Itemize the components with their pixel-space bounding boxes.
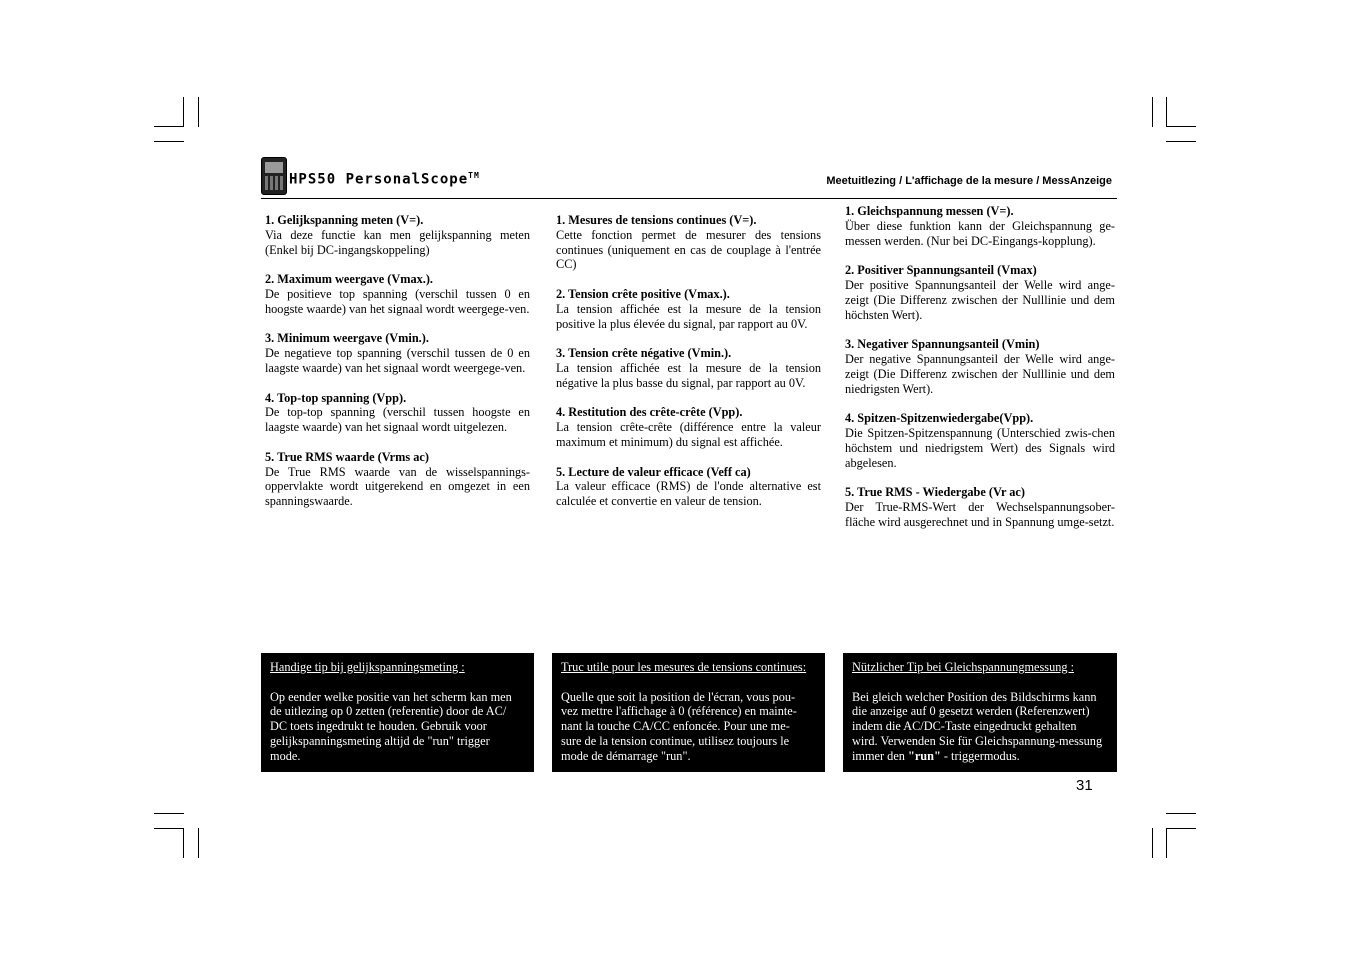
tip-line-text: immer den [852, 748, 909, 763]
measurement-item-title: 2. Positiver Spannungsanteil (Vmax) [845, 263, 1037, 278]
measurement-item [265, 391, 530, 435]
crop-mark [1166, 141, 1196, 142]
measurement-item [845, 204, 1115, 248]
header-rule [843, 198, 1117, 199]
crop-mark [1152, 828, 1153, 858]
tip-box-french [552, 653, 825, 772]
tip-line: die anzeige auf 0 gesetzt werden (Referenzwert) [852, 704, 1090, 719]
tip-line: wird. Verwenden Sie für Gleichspannung-messung [852, 733, 1103, 748]
page-number: 31 [1076, 777, 1093, 794]
tip-line [852, 749, 1108, 764]
measurement-item [556, 405, 821, 449]
measurement-item [265, 213, 530, 257]
measurement-item-title: 5. True RMS waarde (Vrms ac) [265, 449, 429, 464]
crop-mark [183, 828, 184, 858]
measurement-item-body: Der True-RMS-Wert der Wechselspannungsober-fläche wird ausgerechnet und in Spannung umge-setzt. [845, 499, 1115, 529]
measurement-item-body: Der positive Spannungsanteil der Welle wird ange-zeigt (Die Differenz zwischen der Nulllinie und dem höchsten Wert). [845, 277, 1115, 322]
measurement-item-body: La tension affichée est la mesure de la tension négative la plus basse du signal, par rapport au 0V. [556, 360, 821, 390]
crop-mark [1166, 126, 1196, 127]
measurement-item-body: La valeur efficace (RMS) de l'onde alternative est calculée et convertie en valeur de tension. [556, 479, 821, 509]
crop-mark [183, 97, 184, 127]
tip-box-german [843, 653, 1117, 772]
measurement-item-title: 5. True RMS - Wiedergabe (Vr ac) [845, 485, 1025, 500]
tip-line: Op eender welke positie van het scherm kan men [270, 689, 512, 704]
measurement-item-title: 5. Lecture de valeur efficace (Veff ca) [556, 464, 751, 479]
measurement-item [265, 331, 530, 375]
measurement-item-title: 1. Gelijkspanning meten (V=). [265, 213, 424, 227]
crop-mark [198, 97, 199, 127]
crop-mark [154, 813, 184, 814]
crop-mark [1166, 828, 1196, 829]
column-dutch [265, 213, 530, 524]
measurement-item-body: Die Spitzen-Spitzenspannung (Unterschied zwis-chen höchstem und niedrigstem Wert) des Signals wird abgelesen. [845, 425, 1115, 470]
brand-title [289, 171, 480, 188]
measurement-item-title: 1. Mesures de tensions continues (V=). [556, 213, 757, 227]
measurement-item-title: 4. Top-top spanning (Vpp). [265, 390, 407, 405]
measurement-item-body: La tension affichée est la mesure de la tension positive la plus élevée du signal, par rapport au 0V. [556, 301, 821, 331]
measurement-item [845, 263, 1115, 322]
crop-mark [154, 828, 184, 829]
tip-title: Handige tip bij gelijkspanningsmeting : [270, 660, 465, 674]
measurement-item-body: La tension crête-crête (différence entre la valeur maximum et minimum) du signal est affichée. [556, 420, 821, 449]
tip-run-mode: "run" [908, 748, 941, 763]
tip-line: sure de la tension continue, utilisez toujours le [561, 733, 790, 748]
crop-mark [1166, 97, 1167, 127]
crop-mark [1152, 97, 1153, 127]
tip-line: DC toets ingedrukt te houden. Gebruik voor [270, 719, 487, 734]
measurement-item-title: 3. Negativer Spannungsanteil (Vmin) [845, 337, 1040, 352]
measurement-item-body: De top-top spanning (verschil tussen hoogste en laagste waarde) van het signaal wordt uitgelezen. [265, 405, 530, 435]
tip-line: de uitlezing op 0 zetten (referentie) door de AC/ [270, 704, 507, 719]
measurement-item [845, 337, 1115, 396]
crop-mark [1166, 813, 1196, 814]
measurement-item [556, 465, 821, 509]
measurement-item [845, 485, 1115, 529]
header-rule [261, 198, 843, 199]
measurement-item-body: De True RMS waarde van de wisselspannings-oppervlakte wordt uitgerekend en omgezet in een spanningswaarde. [265, 464, 530, 509]
tip-line: Quelle que soit la position de l'écran, vous pou- [561, 689, 796, 704]
tip-title: Truc utile pour les mesures de tensions continues: [561, 660, 807, 674]
tip-line: gelijkspanningsmeting altijd de "run" trigger [270, 733, 490, 748]
measurement-item-title: 2. Tension crête positive (Vmax.). [556, 286, 730, 301]
tip-line: Bei gleich welcher Position des Bildschirms kann [852, 689, 1097, 704]
measurement-item [265, 450, 530, 509]
measurement-item [265, 272, 530, 316]
measurement-item-title: 4. Spitzen-Spitzenwiedergabe(Vpp). [845, 411, 1034, 426]
measurement-item-title: 2. Maximum weergave (Vmax.). [265, 272, 434, 287]
measurement-item-body: Über diese funktion kann der Gleichspannung ge-messen werden. (Nur bei DC-Eingangs-kopplung). [845, 218, 1115, 248]
measurement-item-title: 3. Tension crête négative (Vmin.). [556, 346, 732, 361]
trademark: TM [468, 171, 480, 180]
crop-mark [1166, 828, 1167, 858]
measurement-item-body: De positieve top spanning (verschil tussen 0 en hoogste waarde) van het signaal wordt weergege-ven. [265, 286, 530, 316]
crop-mark [198, 828, 199, 858]
measurement-item-body: De negatieve top spanning (verschil tussen de 0 en laagste waarde) van het signaal wordt weergege-ven. [265, 346, 530, 375]
measurement-item [845, 411, 1115, 470]
brand-name: HPS50 PersonalScope [289, 171, 469, 188]
tip-line: vez mettre l'affichage à 0 (référence) en mainte- [561, 704, 797, 719]
measurement-item-body: Via deze functie kan men gelijkspanning meten (Enkel bij DC-ingangskoppeling) [265, 227, 530, 257]
section-title: Meetuitlezing / L'affichage de la mesure / MessAnzeige [826, 175, 1112, 187]
tip-title: Nützlicher Tip bei Gleichspannungmessung : [852, 660, 1075, 674]
crop-mark [154, 126, 184, 127]
measurement-item [556, 346, 821, 390]
measurement-item [556, 287, 821, 331]
measurement-item-title: 3. Minimum weergave (Vmin.). [265, 331, 429, 346]
measurement-item-body: Cette fonction permet de mesurer des tensions continues (uniquement en cas de couplage à l'entrée CC) [556, 227, 821, 272]
column-french [556, 213, 821, 524]
measurement-item [556, 213, 821, 272]
tip-box-dutch [261, 653, 534, 772]
crop-mark [154, 141, 184, 142]
oscilloscope-device-icon [261, 157, 287, 195]
tip-line: indem die AC/DC-Taste eingedruckt gehalten [852, 719, 1077, 734]
tip-line: mode de démarrage "run". [561, 748, 691, 763]
measurement-item-title: 1. Gleichspannung messen (V=). [845, 204, 1014, 218]
measurement-item-title: 4. Restitution des crête-crête (Vpp). [556, 405, 743, 420]
tip-line: mode. [270, 748, 301, 763]
column-german [845, 204, 1115, 544]
measurement-item-body: Der negative Spannungsanteil der Welle wird ange-zeigt (Die Differenz zwischen der Nulllinie und dem niedrigsten Wert). [845, 351, 1115, 396]
tip-line-text: - triggermodus. [940, 748, 1020, 763]
tip-line: nant la touche CA/CC enfoncée. Pour une me- [561, 719, 790, 734]
